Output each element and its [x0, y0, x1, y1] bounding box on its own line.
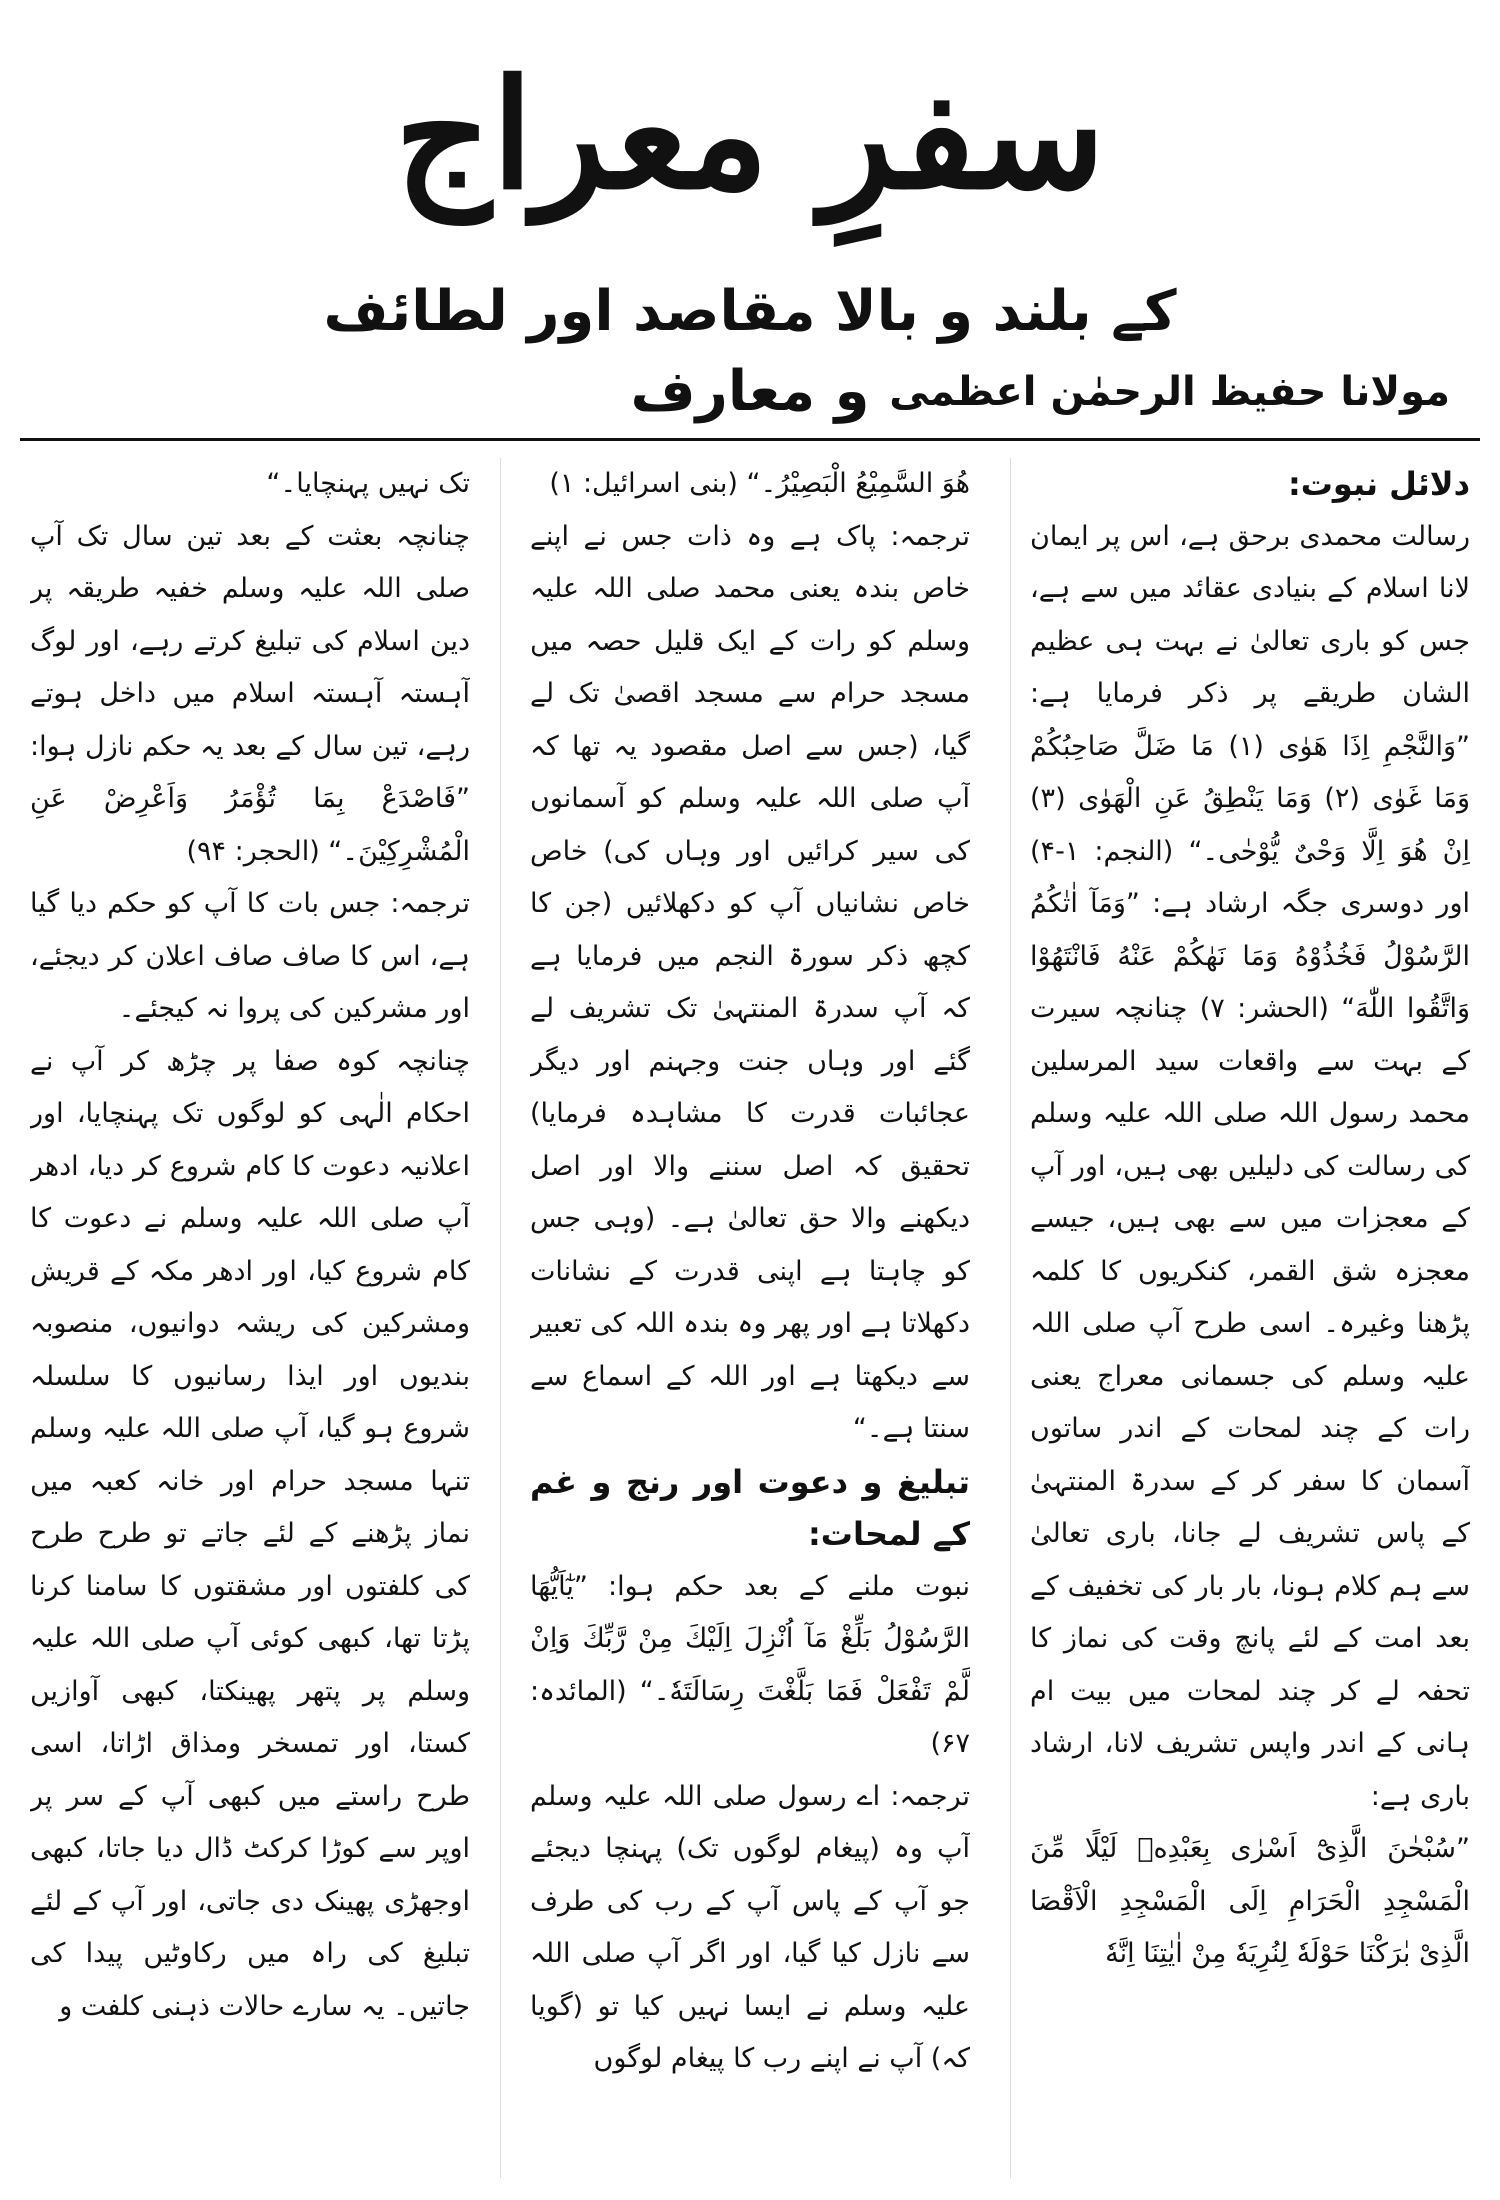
paragraph: نبوت ملنے کے بعد حکم ہوا: ”يٰٓاَيُّهَا الرَّسُوْلُ بَلِّغْ مَآ اُنْزِلَ اِلَيْكَ مِنْ رَّبِّكَ وَاِنْ لَّمْ تَفْعَلْ فَمَا بَلَّغْتَ رِسَالَتَهٗ۔“ (المائدہ: ۶۷)	[530, 1570, 970, 1759]
paragraph: ترجمہ: جس بات کا آپ کو حکم دیا گیا ہے، اس کا صاف صاف اعلان کر دیجئے، اور مشرکین کی پروا نہ کیجئے۔	[30, 888, 470, 1024]
paragraph: تک نہیں پہنچایا۔“	[266, 468, 470, 499]
article-author: مولانا حفیظ الرحمٰن اعظمی	[889, 369, 1450, 415]
paragraph: ”سُبْحٰنَ الَّذِیْٓ اَسْرٰى بِعَبْدِهٖ لَيْلًا مِّنَ الْمَسْجِدِ الْحَرَامِ اِلَى الْمَسْجِدِ الْاَقْصَا الَّذِیْ بٰرَكْنَا حَوْلَهٗ لِنُرِيَهٗ مِنْ اٰيٰتِنَا اِنَّهٗ	[1030, 1833, 1470, 1969]
column-divider	[500, 458, 501, 2178]
article-column-right	[1030, 458, 1470, 2188]
article-column-middle	[530, 458, 970, 2188]
paragraph: ترجمہ: پاک ہے وہ ذات جس نے اپنے خاص بندہ یعنی محمد صلی اللہ علیہ وسلم کو رات کے ایک قلیل حصہ میں مسجد حرام سے مسجد اقصیٰ تک لے گیا، (جس سے اصل مقصود یہ تھا کہ آپ صلی اللہ علیہ وسلم کو آسمانوں کی سیر کرائیں اور وہاں کی) خاص خاص نشانیاں آپ کو دکھلائیں (جن کا کچھ ذکر سورۃ النجم میں فرمایا ہے کہ آپ سدرۃ المنتہیٰ تک تشریف لے گئے اور وہاں جنت وجہنم اور دیگر عجائبات قدرت کا مشاہدہ فرمایا) تحقیق کہ اصل سننے والا اور اصل دیکھنے والا حق تعالیٰ ہے۔ (وہی جس کو چاہتا ہے اپنی قدرت کے نشانات دکھلاتا ہے اور پھر وہ بندہ اللہ کی تعبیر سے دیکھتا ہے اور اللہ کے اسماع سے سنتا ہے۔“	[530, 520, 970, 1444]
paragraph: چنانچہ کوہ صفا پر چڑھ کر آپ نے احکام الٰہی کو لوگوں تک پہنچایا، اور اعلانیہ دعوت کا کام شروع کر دیا، ادھر آپ صلی اللہ علیہ وسلم نے دعوت کا کام شروع کیا، اور ادھر مکہ کے قریش ومشرکین کی ریشہ دوانیوں، منصوبہ بندیوں اور ایذا رسانیوں کا سلسلہ شروع ہو گیا، آپ صلی اللہ علیہ وسلم تنہا مسجد حرام اور خانہ کعبہ میں نماز پڑھنے کے لئے جاتے تو طرح طرح کی کلفتوں اور مشقتوں کا سامنا کرنا پڑتا تھا، کبھی کوئی آپ صلی اللہ علیہ وسلم پر پتھر پھینکتا، کبھی آوازیں کستا، اور تمسخر ومذاق اڑاتا، اسی طرح راستے میں کبھی آپ کے سر پر اوپر سے کوڑا کرکٹ ڈال دیا جاتا، کبھی اوجھڑی پھینک دی جاتی، اور آپ کے لئے تبلیغ کی راہ میں رکاوٹیں پیدا کی جاتیں۔ یہ سارے حالات ذہنی کلفت و	[30, 1045, 470, 2022]
paragraph: چنانچہ بعثت کے بعد تین سال تک آپ صلی اللہ علیہ وسلم خفیہ طریقہ پر دین اسلام کی تبلیغ کرتے رہے، اور لوگ آہستہ آہستہ اسلام میں داخل ہوتے رہے، تین سال کے بعد یہ حکم نازل ہوا: ”فَاصْدَعْ بِمَا تُؤْمَرُ وَاَعْرِضْ عَنِ الْمُشْرِكِيْنَ۔“ (الحجر: ۹۴)	[30, 520, 470, 867]
paragraph: ترجمہ: اے رسول صلی اللہ علیہ وسلم آپ وہ (پیغام لوگوں تک) پہنچا دیجئے جو آپ کے پاس آپ کے رب کی طرف سے نازل کیا گیا، اور اگر آپ صلی اللہ علیہ وسلم نے ایسا نہیں کیا تو (گویا کہ) آپ نے اپنے رب کا پیغام لوگوں	[530, 1780, 970, 2074]
article-column-left	[30, 458, 470, 2188]
paragraph: رسالت محمدی برحق ہے، اس پر ایمان لانا اسلام کے بنیادی عقائد میں سے ہے، جس کو باری تعالیٰ نے بہت ہی عظیم الشان طریقے پر ذکر فرمایا ہے: ”وَالنَّجْمِ اِذَا هَوٰى (۱) مَا ضَلَّ صَاحِبُكُمْ وَمَا غَوٰى (۲) وَمَا يَنْطِقُ عَنِ الْهَوٰى (۳) اِنْ هُوَ اِلَّا وَحْیٌ يُّوْحٰى۔“ (النجم: ۱-۴) اور دوسری جگہ ارشاد ہے: ”وَمَآ اٰتٰكُمُ الرَّسُوْلُ فَخُذُوْهُ وَمَا نَهٰكُمْ عَنْهُ فَانْتَهُوْا وَاتَّقُوا اللّٰهَ“ (الحشر: ۷) چنانچہ سیرت کے بہت سے واقعات سید المرسلین محمد رسول اللہ صلی اللہ علیہ وسلم کی رسالت کی دلیلیں بھی ہیں، اور آپ کے معجزات میں سے بھی ہیں، جیسے معجزہ شق القمر، کنکریوں کا کلمہ پڑھنا وغیرہ۔ اسی طرح آپ صلی اللہ علیہ وسلم کی جسمانی معراج یعنی رات کے چند لمحات کے اندر ساتوں آسمان کا سفر کر کے سدرۃ المنتہیٰ کے پاس تشریف لے جانا، باری تعالیٰ سے ہم کلام ہونا، بار بار کی تخفیف کے بعد امت کے لئے پانچ وقت کی نماز کا تحفہ لے کر چند لمحات میں بیت ام ہانی کے اندر واپس تشریف لانا، ارشاد باری ہے:	[1030, 520, 1470, 1812]
paragraph: هُوَ السَّمِيْعُ الْبَصِيْرُ۔“ (بنی اسرائیل: ۱)	[549, 468, 970, 499]
article-subtitle: کے بلند و بالا مقاصد اور لطائف و معارف	[323, 279, 1177, 424]
header-divider	[20, 438, 1480, 441]
column-divider	[1010, 458, 1011, 2178]
article-title: سفرِ معراج	[394, 47, 1106, 223]
section-heading: تبلیغ و دعوت اور رنج و غم کے لمحات:	[530, 1462, 970, 1553]
section-heading: دلائل نبوت:	[1287, 465, 1470, 503]
